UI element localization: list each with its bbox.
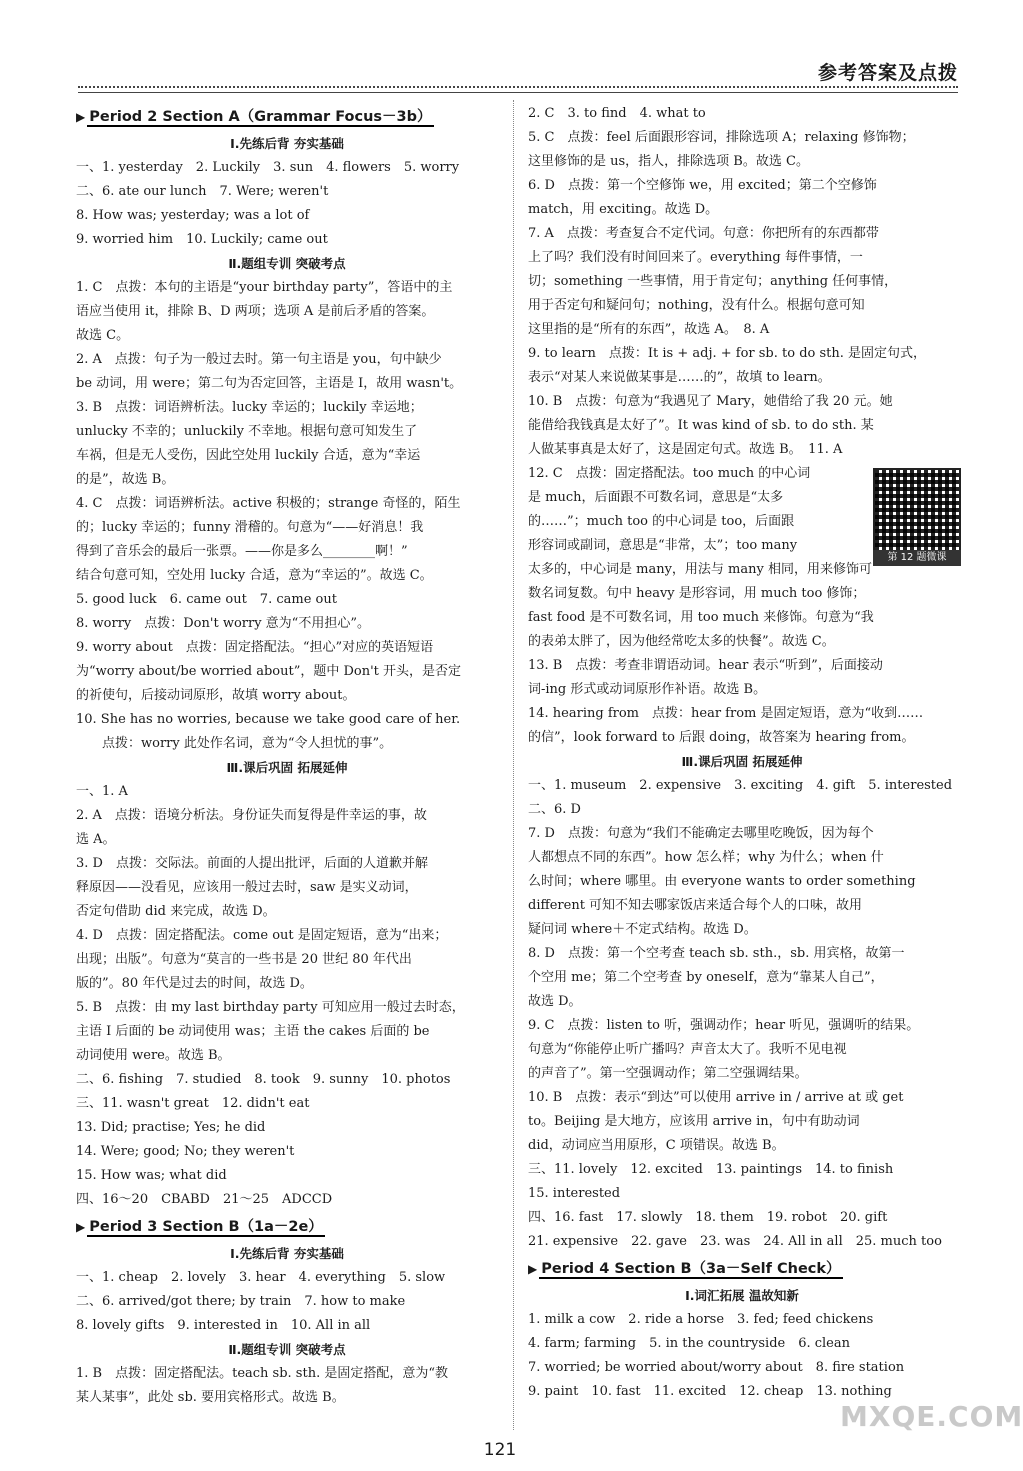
answer-line: 1. C 点拨：本句的主语是“your birthday party”，答语中的主 [76,280,453,295]
subsection-title: Ⅰ.先练后背 夯实基础 [230,1246,344,1261]
answer-line: 4. D 点拨：固定搭配法。come out 是固定短语，意为“出来； [76,928,448,943]
answer-line: 的是”，故选 B。 [76,472,175,487]
answer-line: 的信”，look forward to 后跟 doing，故答案为 hearing from。 [528,730,915,745]
qr-code-icon[interactable] [873,468,961,556]
header-title: 参考答案及点拨 [817,62,958,84]
answer-line: 5. good luck 6. came out 7. came out [76,592,337,607]
right-column [528,102,956,1404]
answer-line: 5. B 点拨：由 my last birthday party 可知应用一般过去时态， [76,1000,465,1015]
answer-line: 表示“对某人来说做某事是……的”，故填 to learn。 [528,370,831,385]
answer-line: 5. C 点拨：feel 后面跟形容词，排除选项 A；relaxing 修饰物； [528,130,915,145]
answer-line: 1. milk a cow 2. ride a horse 3. fed; feed chickens [528,1312,874,1327]
answer-line: 点拨：worry 此处作名词，意为“令人担忧的事”。 [76,736,393,751]
answer-line: 否定句借助 did 来完成，故选 D。 [76,904,276,919]
answer-line: 某人某事”，此处 sb. 要用宾格形式。故选 B。 [76,1390,345,1405]
answer-line: 14. Were; good; No; they weren't [76,1144,295,1159]
answer-line: 太多的，中心词是 many，用法与 many 相同，用来修饰可 [528,562,872,577]
answer-line: 的；lucky 幸运的；funny 滑稽的。句意为“——好消息！我 [76,520,424,535]
answer-line: 人都想点不同的东西”。how 怎么样；why 为什么；when 什 [528,850,884,865]
answer-line: 8. How was; yesterday; was a lot of [76,208,310,223]
subsection-title: Ⅰ.词汇拓展 温故知新 [685,1288,799,1303]
answer-line: 9. worry about 点拨：固定搭配法。“担心”对应的英语短语 [76,640,434,655]
answer-line: 二、6. arrived/got there; by train 7. how to make [76,1294,406,1309]
watermark: MXQE.COM [840,1400,1023,1433]
answer-line: 一、1. yesterday 2. Luckily 3. sun 4. flowers 5. worry [76,160,460,175]
answer-line: 9. to learn 点拨：It is + adj. + for sb. to do sth. 是固定句式， [528,346,927,361]
answer-line: 13. B 点拨：考查非谓语动词。hear 表示“听到”，后面接动 [528,658,883,673]
answer-line: 疑问词 where＋不定式结构。故选 D。 [528,922,757,937]
section-title-text: Period 2 Section A（Grammar Focus－3b） [89,109,432,125]
answer-line: 9. C 点拨：listen to 听，强调动作；hear 听见，强调听的结果。 [528,1018,920,1033]
answer-line: match，用 exciting。故选 D。 [528,202,719,217]
answer-line: fast food 是不可数名词，用 too much 来修饰。句意为“我 [528,610,874,625]
answer-line: 数名词复数。句中 heavy 是形容词，用 much too 修饰； [528,586,866,601]
answer-line: 13. Did; practise; Yes; he did [76,1120,266,1135]
answer-line: 四、16～20 CBABD 21～25 ADCCD [76,1192,333,1207]
answer-line: 么时间；where 哪里。由 everyone wants to order something [528,874,916,889]
answer-line: 8. lovely gifts 9. interested in 10. All in all [76,1318,371,1333]
answer-line: 出现；出版”。句意为“莫言的一些书是 20 世纪 80 年代出 [76,952,412,967]
answer-line: 2. A 点拨：句子为一般过去时。第一句主语是 you，句中缺少 [76,352,442,367]
answer-line: 车祸，但是无人受伤，因此空处用 luckily 合适，意为“幸运 [76,448,421,463]
page-number: 121 [483,1440,517,1460]
triangle-right-icon: ▶ [76,1220,86,1234]
answer-line: 的……”；much too 的中心词是 too，后面跟 [528,514,795,529]
answer-line: 二、6. D [528,802,581,817]
answer-line: be 动词，用 were；第二句为否定回答，主语是 I，故用 wasn't。 [76,376,463,391]
triangle-right-icon: ▶ [528,1262,538,1276]
answer-line: 这里修饰的是 us，指人，排除选项 B。故选 C。 [528,154,809,169]
answer-line: 6. D 点拨：第一个空修饰 we，用 excited；第二个空修饰 [528,178,877,193]
answer-line: 15. interested [528,1186,621,1201]
answer-line: 语应当使用 it，排除 B、D 两项；选项 A 是前后矛盾的答案。 [76,304,435,319]
answer-line: 结合句意可知，空处用 lucky 合适，意为“幸运的”。故选 C。 [76,568,433,583]
answer-line: 12. C 点拨：固定搭配法。too much 的中心词 [528,466,811,481]
answer-line: to。Beijing 是大地方，应该用 arrive in，句中有助动词 [528,1114,860,1129]
section-title [76,104,498,130]
answer-line: 4. C 点拨：词语辨析法。active 积极的；strange 奇怪的，陌生 [76,496,461,511]
answer-line: 1. B 点拨：固定搭配法。teach sb. sth. 是固定搭配，意为“教 [76,1366,448,1381]
answer-line: 三、11. wasn't great 12. didn't eat [76,1096,310,1111]
answer-line: 一、1. cheap 2. lovely 3. hear 4. everything 5. slow [76,1270,446,1285]
page-header [0,0,1000,100]
answer-line: 选 A。 [76,832,116,847]
answer-line: 10. B 点拨：句意为“我遇见了 Mary，她借给了我 20 元。她 [528,394,893,409]
answer-line: 故选 D。 [528,994,582,1009]
answer-line: 7. D 点拨：句意为“我们不能确定去哪里吃晚饭，因为每个 [528,826,874,841]
answer-line: 的表弟太胖了，因为他经常吃太多的快餐”。故选 C。 [528,634,835,649]
answer-line: 7. worried; be worried about/worry about 8. fire station [528,1360,905,1375]
left-column [76,102,498,1410]
answer-line: 的祈使句，后接动词原形，故填 worry about。 [76,688,356,703]
answer-line: 句意为“你能停止听广播吗？声音太大了。我听不见电视 [528,1042,847,1057]
answer-line: 10. She has no worries, because we take good care of her. [76,712,461,727]
answer-line: 一、1. museum 2. expensive 3. exciting 4. gift 5. interested [528,778,953,793]
answer-line: 故选 C。 [76,328,130,343]
answer-line: 4. farm; farming 5. in the countryside 6. clean [528,1336,850,1351]
answer-line: 这里指的是“所有的东西”，故选 A。 8. A [528,322,770,337]
answer-line: 主语 I 后面的 be 动词使用 was；主语 the cakes 后面的 be [76,1024,430,1039]
answer-line: 15. How was; what did [76,1168,227,1183]
subsection-title: Ⅲ.课后巩固 拓展延伸 [226,760,348,775]
answer-line: 词-ing 形式或动词原形作补语。故选 B。 [528,682,767,697]
answer-line: 是 much，后面跟不可数名词，意思是“太多 [528,490,784,505]
answer-line: 四、16. fast 17. slowly 18. them 19. robot 20. gift [528,1210,888,1225]
answer-line: 2. C 3. to find 4. what to [528,106,706,121]
answer-line: 21. expensive 22. gave 23. was 24. All in all 25. much too [528,1234,942,1249]
answer-line: 7. A 点拨：考查复合不定代词。句意：你把所有的东西都带 [528,226,879,241]
subsection-title: Ⅲ.课后巩固 拓展延伸 [681,754,803,769]
section-title-text: Period 3 Section B（1a－2e） [89,1219,323,1235]
answer-line: 为“worry about/be worried about”，题中 Don't 开头，是否定 [76,664,462,679]
subsection-title: Ⅱ.题组专训 突破考点 [228,256,346,271]
answer-line: 一、1. A [76,784,128,799]
answer-line: 版的”。80 年代是过去的时间，故选 D。 [76,976,313,991]
answer-line: 得到了音乐会的最后一张票。——你是多么________啊！” [76,544,408,559]
answer-line: 人做某事真是太好了，这是固定句式。故选 B。 11. A [528,442,843,457]
subsection-title: Ⅰ.先练后背 夯实基础 [230,136,344,151]
answer-line: 10. B 点拨：表示“到达”可以使用 arrive in / arrive at 或 get [528,1090,904,1105]
answer-line: 三、11. lovely 12. excited 13. paintings 14. to finish [528,1162,894,1177]
triangle-right-icon: ▶ [76,110,86,124]
answer-line: unlucky 不幸的；unluckily 不幸地。根据句意可知发生了 [76,424,418,439]
answer-line: 上了吗？我们没有时间回来了。everything 每件事情，一 [528,250,863,265]
answer-line: 释原因——没看见，应该用一般过去时，saw 是实义动词， [76,880,418,895]
header-rule [78,86,958,93]
answer-line: different 可知不知去哪家饭店来适合每个人的口味，故用 [528,898,863,913]
section-title [528,1256,956,1282]
answer-line: 2. A 点拨：语境分析法。身份证失而复得是件幸运的事，故 [76,808,427,823]
answer-line: 3. D 点拨：交际法。前面的人提出批评，后面的人道歉并解 [76,856,428,871]
column-divider [513,100,514,1430]
subsection-title: Ⅱ.题组专训 突破考点 [228,1342,346,1357]
answer-line: did，动词应当用原形，C 项错误。故选 B。 [528,1138,785,1153]
section-title [76,1214,498,1240]
answer-line: 动词使用 were。故选 B。 [76,1048,231,1063]
answer-line: 8. worry 点拨：Don't worry 意为“不用担心”。 [76,616,370,631]
answer-line: 能借给我钱真是太好了”。It was kind of sb. to do sth. 某 [528,418,874,433]
answer-line: 切；something 一些事情，用于肯定句；anything 任何事情， [528,274,898,289]
answer-line: 二、6. fishing 7. studied 8. took 9. sunny 10. photos [76,1072,451,1087]
answer-line: 的声音了”。第一空强调动作；第二空强调结果。 [528,1066,808,1081]
answer-line: 用于否定句和疑问句；nothing，没有什么。根据句意可知 [528,298,865,313]
section-title-text: Period 4 Section B（3a－Self Check） [541,1261,841,1277]
qr-caption: 第 12 题微课 [873,550,961,566]
answer-line: 二、6. ate our lunch 7. Were; weren't [76,184,329,199]
answer-line: 8. D 点拨：第一个空考查 teach sb. sth.，sb. 用宾格，故第一 [528,946,905,961]
answer-line: 个空用 me；第二个空考查 by oneself，意为“靠某人自己”， [528,970,884,985]
answer-line: 形容词或副词，意思是“非常，太”；too many [528,538,798,553]
answer-line: 3. B 点拨：词语辨析法。lucky 幸运的；luckily 幸运地； [76,400,423,415]
answer-line: 14. hearing from 点拨：hear from 是固定短语，意为“收到…… [528,706,924,721]
answer-line: 9. worried him 10. Luckily; came out [76,232,328,247]
answer-line: 9. paint 10. fast 11. excited 12. cheap 13. nothing [528,1384,892,1399]
